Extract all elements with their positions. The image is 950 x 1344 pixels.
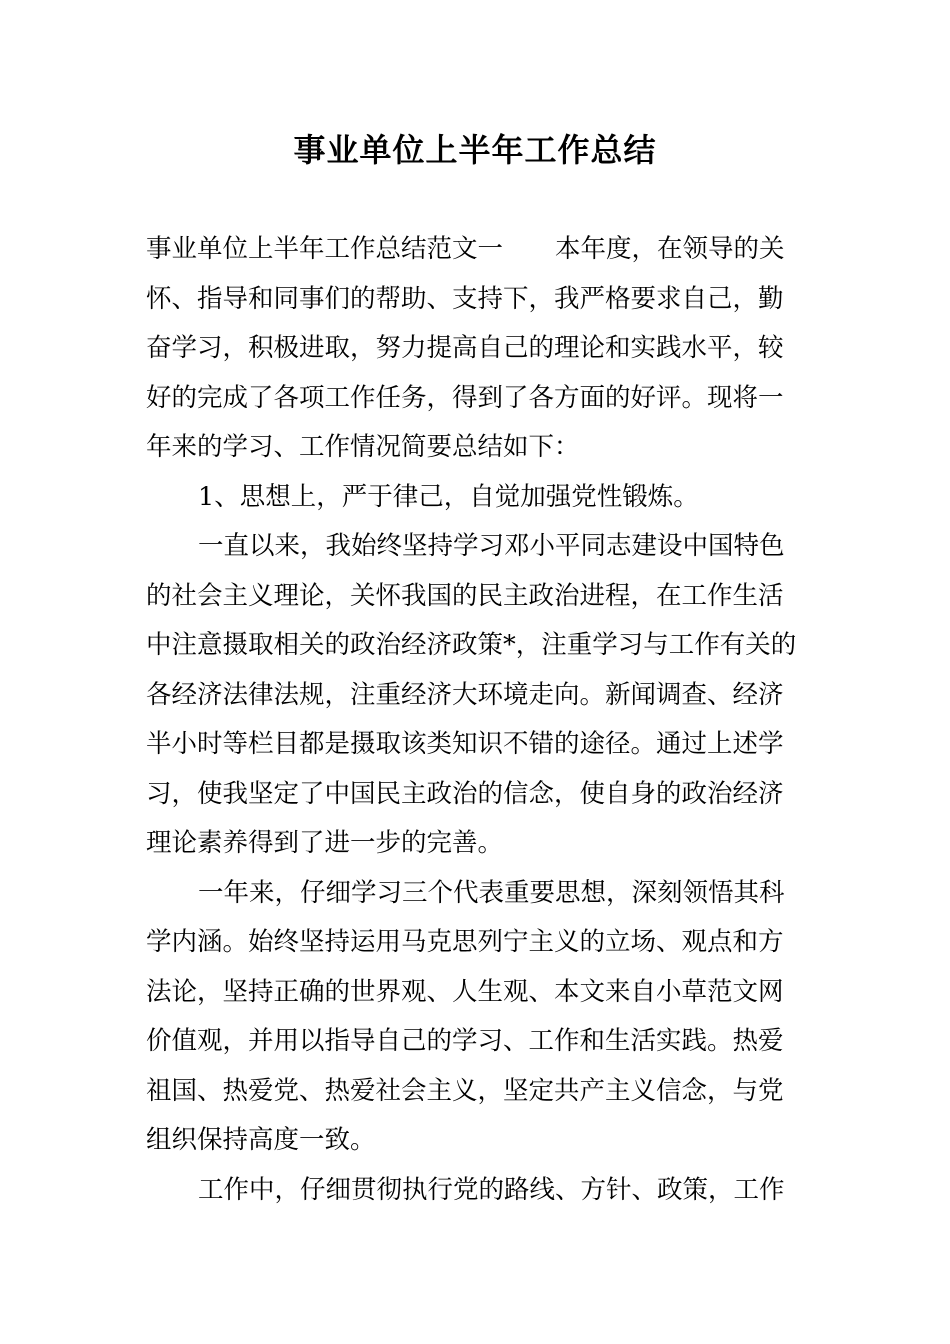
text-line: 1、思想上，严于律己，自觉加强党性锻炼。 [198, 481, 699, 512]
text-line: 半小时等栏目都是摄取该类知识不错的途径。通过上述学 [146, 729, 784, 759]
text-line: 工作中，仔细贯彻执行党的路线、方针、政策，工作 [198, 1174, 785, 1205]
text-line: 奋学习，积极进取，努力提高自己的理论和实践水平，较 [146, 333, 784, 363]
paragraph [146, 869, 806, 1166]
text-line: 学内涵。始终坚持运用马克思列宁主义的立场、观点和方 [146, 927, 784, 957]
text-segment: 事业单位上半年工作总结范文一 [146, 234, 504, 264]
text-line: 中注意摄取相关的政治经济政策*，注重学习与工作有关的 [146, 630, 797, 660]
text-line [146, 225, 806, 275]
paragraph [146, 1166, 806, 1216]
text-line: 组织保持高度一致。 [146, 1125, 376, 1155]
text-line: 祖国、热爱党、热爱社会主义，坚定共产主义信念，与党 [146, 1075, 784, 1106]
text-line: 习，使我坚定了中国民主政治的信念，使自身的政治经济 [146, 778, 784, 809]
paragraph [146, 225, 806, 473]
text-line: 的社会主义理论，关怀我国的民主政治进程，在工作生活 [146, 580, 784, 611]
text-line: 怀、指导和同事们的帮助、支持下，我严格要求自己，勤 [146, 283, 784, 314]
text-line: 法论，坚持正确的世界观、人生观、本文来自小草范文网 [146, 976, 784, 1007]
paragraph [146, 522, 806, 869]
text-line: 年来的学习、工作情况简要总结如下： [146, 432, 580, 462]
document-body [146, 225, 806, 1215]
text-line: 价值观，并用以指导自己的学习、工作和生活实践。热爱 [146, 1026, 784, 1056]
text-line: 一年来，仔细学习三个代表重要思想，深刻领悟其科 [198, 877, 785, 908]
text-line: 好的完成了各项工作任务，得到了各方面的好评。现将一 [146, 382, 784, 413]
text-line: 一直以来，我始终坚持学习邓小平同志建设中国特色 [198, 531, 785, 561]
text-line: 理论素养得到了进一步的完善。 [146, 828, 504, 858]
text-line: 各经济法律法规，注重经济大环境走向。新闻调查、经济 [146, 679, 784, 710]
document-title: 事业单位上半年工作总结 [293, 131, 657, 169]
text-segment: 本年度，在领导的关 [555, 234, 785, 264]
paragraph [146, 473, 806, 523]
